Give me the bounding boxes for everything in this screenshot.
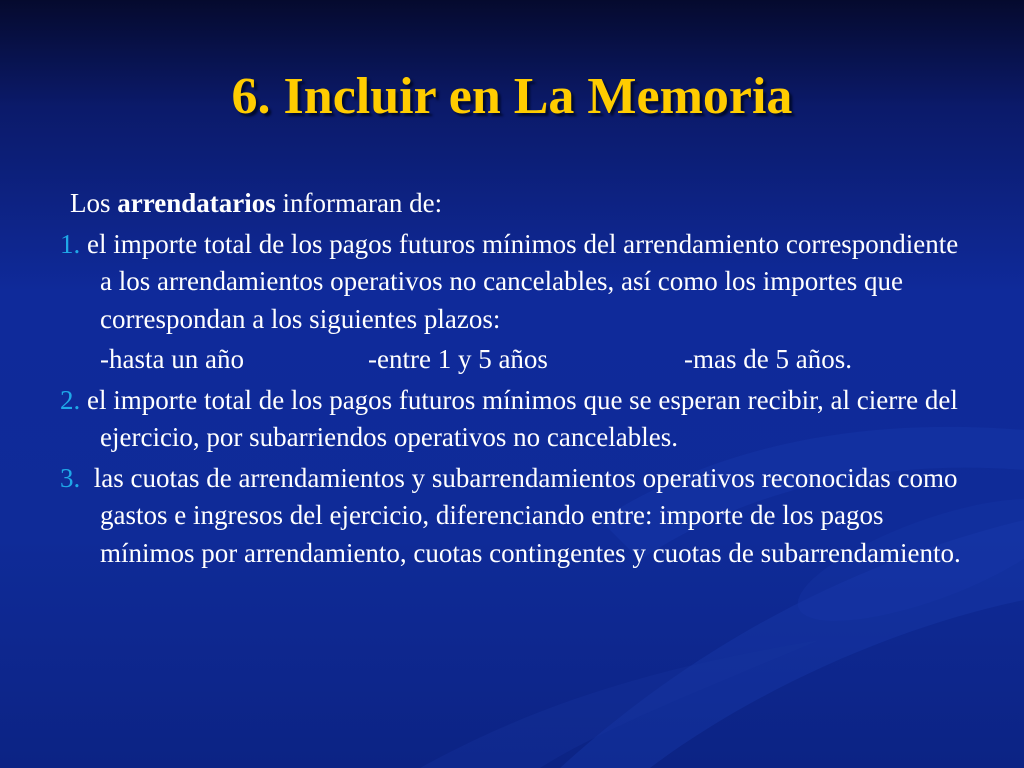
- term-period-2: -entre 1 y 5 años: [368, 344, 548, 374]
- list-item-2: [60, 382, 970, 457]
- intro-suffix: informaran de:: [282, 188, 443, 218]
- item-number: 3.: [60, 462, 81, 493]
- list-item-1: [60, 226, 970, 339]
- item-text: el importe total de los pagos futuros mínimos que se esperan recibir, al cierre del ejercicio, por subarriendos operativos no cancelables.: [87, 384, 958, 452]
- term-periods: [100, 341, 970, 379]
- slide-body: [60, 185, 970, 575]
- intro-line: [70, 185, 970, 223]
- intro-prefix: Los: [70, 188, 111, 218]
- item-number: 1.: [60, 228, 81, 259]
- item-number: 2.: [60, 384, 81, 415]
- term-period-3: -mas de 5 años.: [684, 344, 852, 374]
- intro-bold-term: arrendatarios: [117, 188, 276, 218]
- item-text: el importe total de los pagos futuros mínimos del arrendamiento correspondiente a los arrendamientos operativos no cancelables, así como los importes que correspondan a los siguientes plazos:: [87, 228, 959, 334]
- item-text: las cuotas de arrendamientos y subarrendamientos operativos reconocidas como gastos e ingresos del ejercicio, diferenciando entre: importe de los pagos mínimos por arrendamiento, cuotas contingentes y cuotas de subarrendamiento.: [93, 462, 961, 568]
- slide-title: 6. Incluir en La Memoria: [231, 68, 793, 125]
- term-period-1: -hasta un año: [100, 344, 244, 374]
- list-item-3: [60, 460, 970, 573]
